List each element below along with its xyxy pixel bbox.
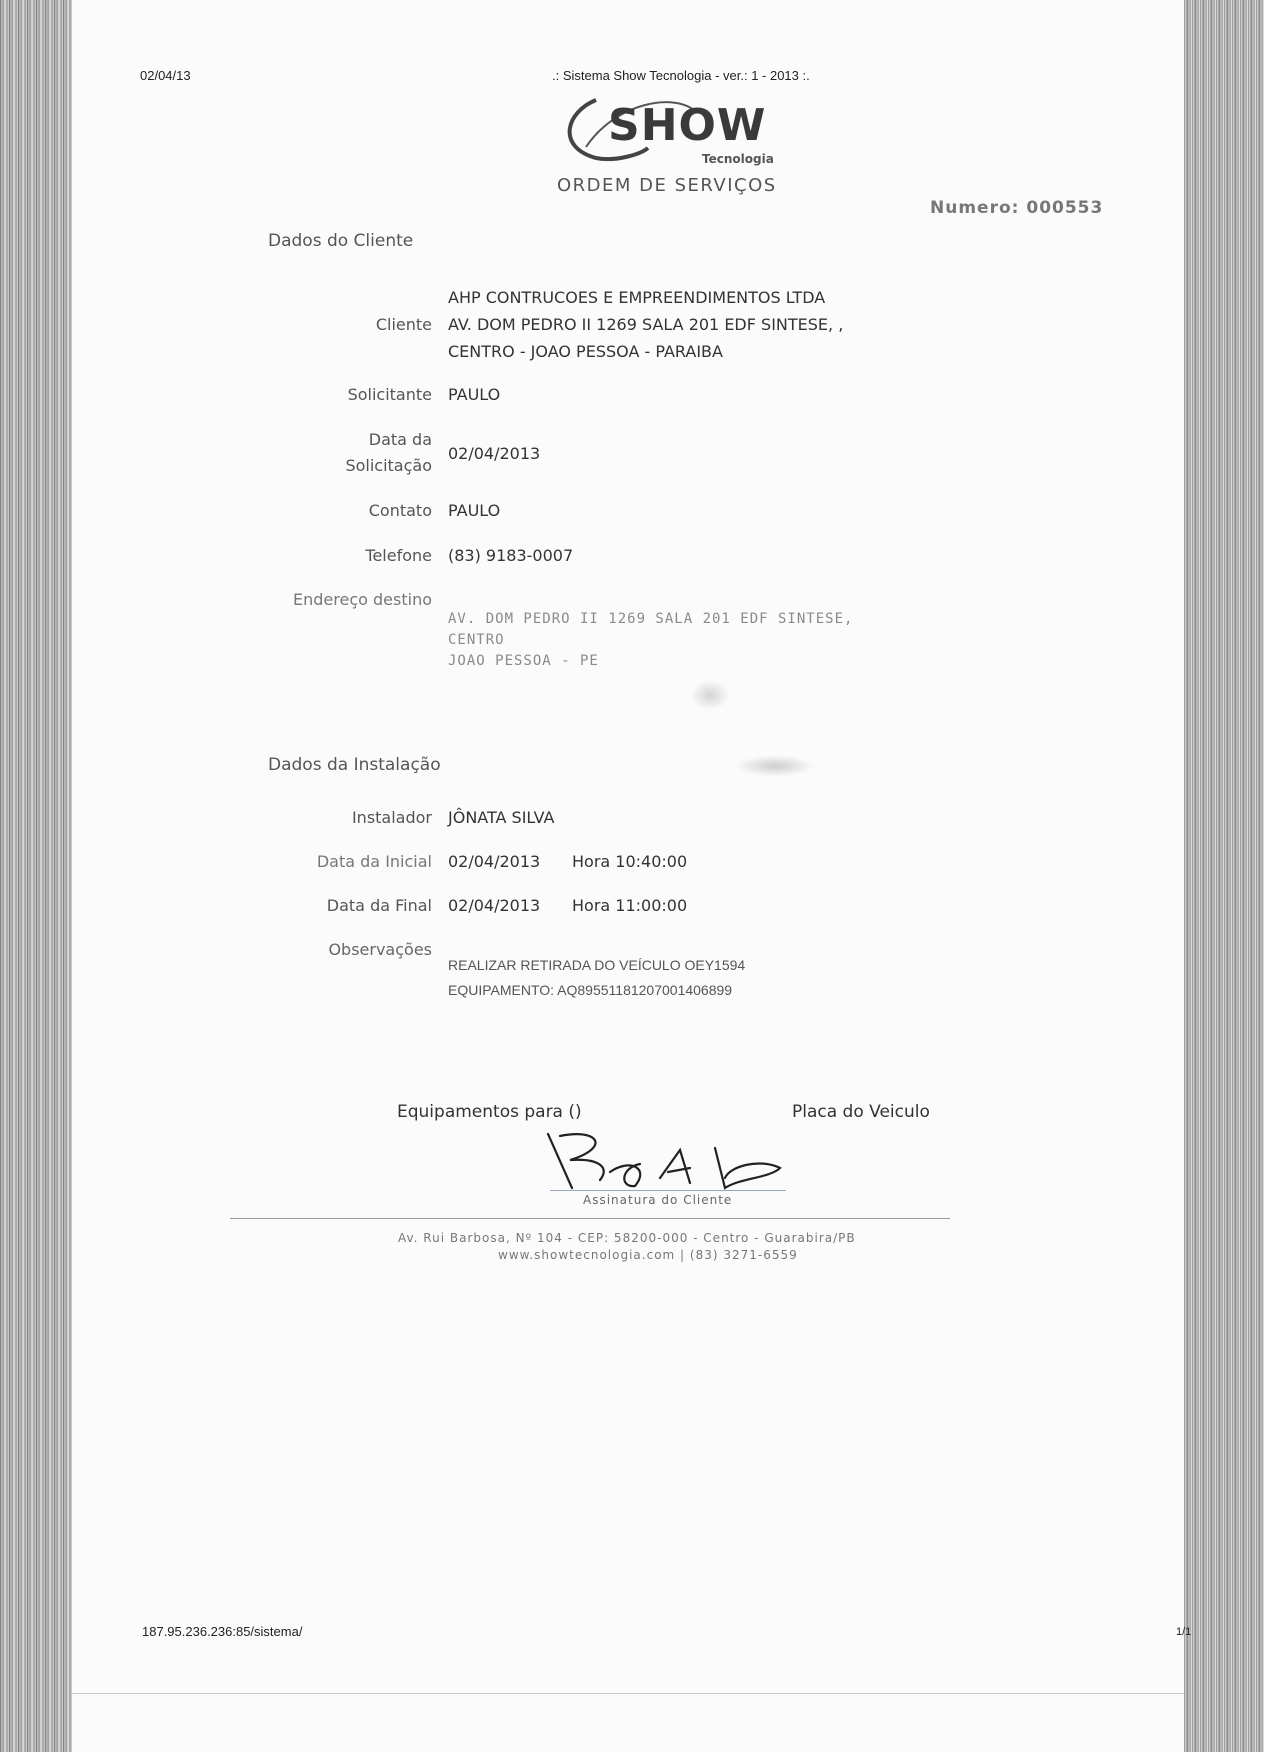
telefone-label: Telefone: [365, 546, 432, 565]
data-solicitacao-label-1: Data da: [368, 430, 432, 449]
cliente-city: CENTRO - JOAO PESSOA - PARAIBA: [448, 342, 723, 361]
data-inicial-value: 02/04/2013: [448, 852, 541, 871]
telefone-value: (83) 9183-0007: [448, 546, 574, 565]
cliente-name: AHP CONTRUCOES E EMPREENDIMENTOS LTDA: [448, 288, 826, 307]
hora-final-value: Hora 11:00:00: [572, 896, 688, 915]
contato-label: Contato: [368, 501, 432, 520]
scan-smudge: [735, 755, 815, 777]
observacoes-line: REALIZAR RETIRADA DO VEÍCULO OEY1594: [448, 957, 746, 973]
scan-smudge: [690, 680, 730, 710]
contato-value: PAULO: [448, 501, 501, 520]
instalador-value: JÔNATA SILVA: [448, 808, 555, 827]
data-final-value: 02/04/2013: [448, 896, 541, 915]
print-date: 02/04/13: [140, 68, 191, 83]
cliente-label: Cliente: [375, 315, 432, 334]
order-number: [930, 198, 1103, 218]
placa-label: Placa do Veiculo: [792, 1102, 930, 1122]
endereco-line: AV. DOM PEDRO II 1269 SALA 201 EDF SINTESE,: [448, 611, 854, 627]
footer-address: Av. Rui Barbosa, Nº 104 - CEP: 58200-000 - Centro - Guarabira/PB: [398, 1231, 856, 1245]
observacoes-label: Observações: [328, 940, 432, 959]
logo-wordmark: SHOW: [608, 100, 767, 151]
scan-edge-right: [1184, 0, 1264, 1752]
company-logo: [556, 92, 786, 172]
system-title: .: Sistema Show Tecnologia - ver.: 1 - 2013 :.: [552, 68, 810, 83]
hora-inicial-value: Hora 10:40:00: [572, 852, 688, 871]
page-url: 187.95.236.236:85/sistema/: [142, 1624, 303, 1639]
signature-line: [550, 1190, 786, 1191]
order-number-label: Numero:: [930, 198, 1020, 218]
section-title-cliente: Dados do Cliente: [268, 231, 414, 251]
equipamentos-label: Equipamentos para (): [397, 1102, 582, 1122]
document-title: ORDEM DE SERVIÇOS: [557, 175, 777, 196]
logo-subtext: Tecnologia: [702, 152, 774, 166]
cliente-address: AV. DOM PEDRO II 1269 SALA 201 EDF SINTESE, ,: [448, 315, 844, 334]
bottom-rule: [72, 1693, 1184, 1694]
footer-divider: [230, 1218, 950, 1219]
observacoes-line: EQUIPAMENTO: AQ89551181207001406899: [448, 982, 733, 998]
solicitante-value: PAULO: [448, 385, 501, 404]
scan-edge-left: [0, 0, 72, 1752]
client-signature: [540, 1128, 800, 1198]
solicitante-label: Solicitante: [347, 385, 432, 404]
order-number-value: 000553: [1026, 198, 1104, 218]
page-number: 1/1: [1176, 1626, 1192, 1638]
data-final-label: Data da Final: [326, 896, 432, 915]
section-title-instalacao: Dados da Instalação: [268, 755, 441, 775]
signature-caption: Assinatura do Cliente: [583, 1193, 733, 1207]
endereco-destino: [448, 611, 853, 674]
data-solicitacao-value: 02/04/2013: [448, 444, 541, 463]
endereco-line: JOAO PESSOA - PE: [448, 653, 599, 669]
data-solicitacao-label-2: Solicitação: [345, 456, 432, 475]
footer-contact: www.showtecnologia.com | (83) 3271-6559: [498, 1248, 798, 1262]
endereco-label: Endereço destino: [293, 590, 432, 609]
data-inicial-label: Data da Inicial: [316, 852, 432, 871]
instalador-label: Instalador: [351, 808, 432, 827]
endereco-line: CENTRO: [448, 632, 505, 648]
document-sheet: [72, 0, 1184, 1752]
